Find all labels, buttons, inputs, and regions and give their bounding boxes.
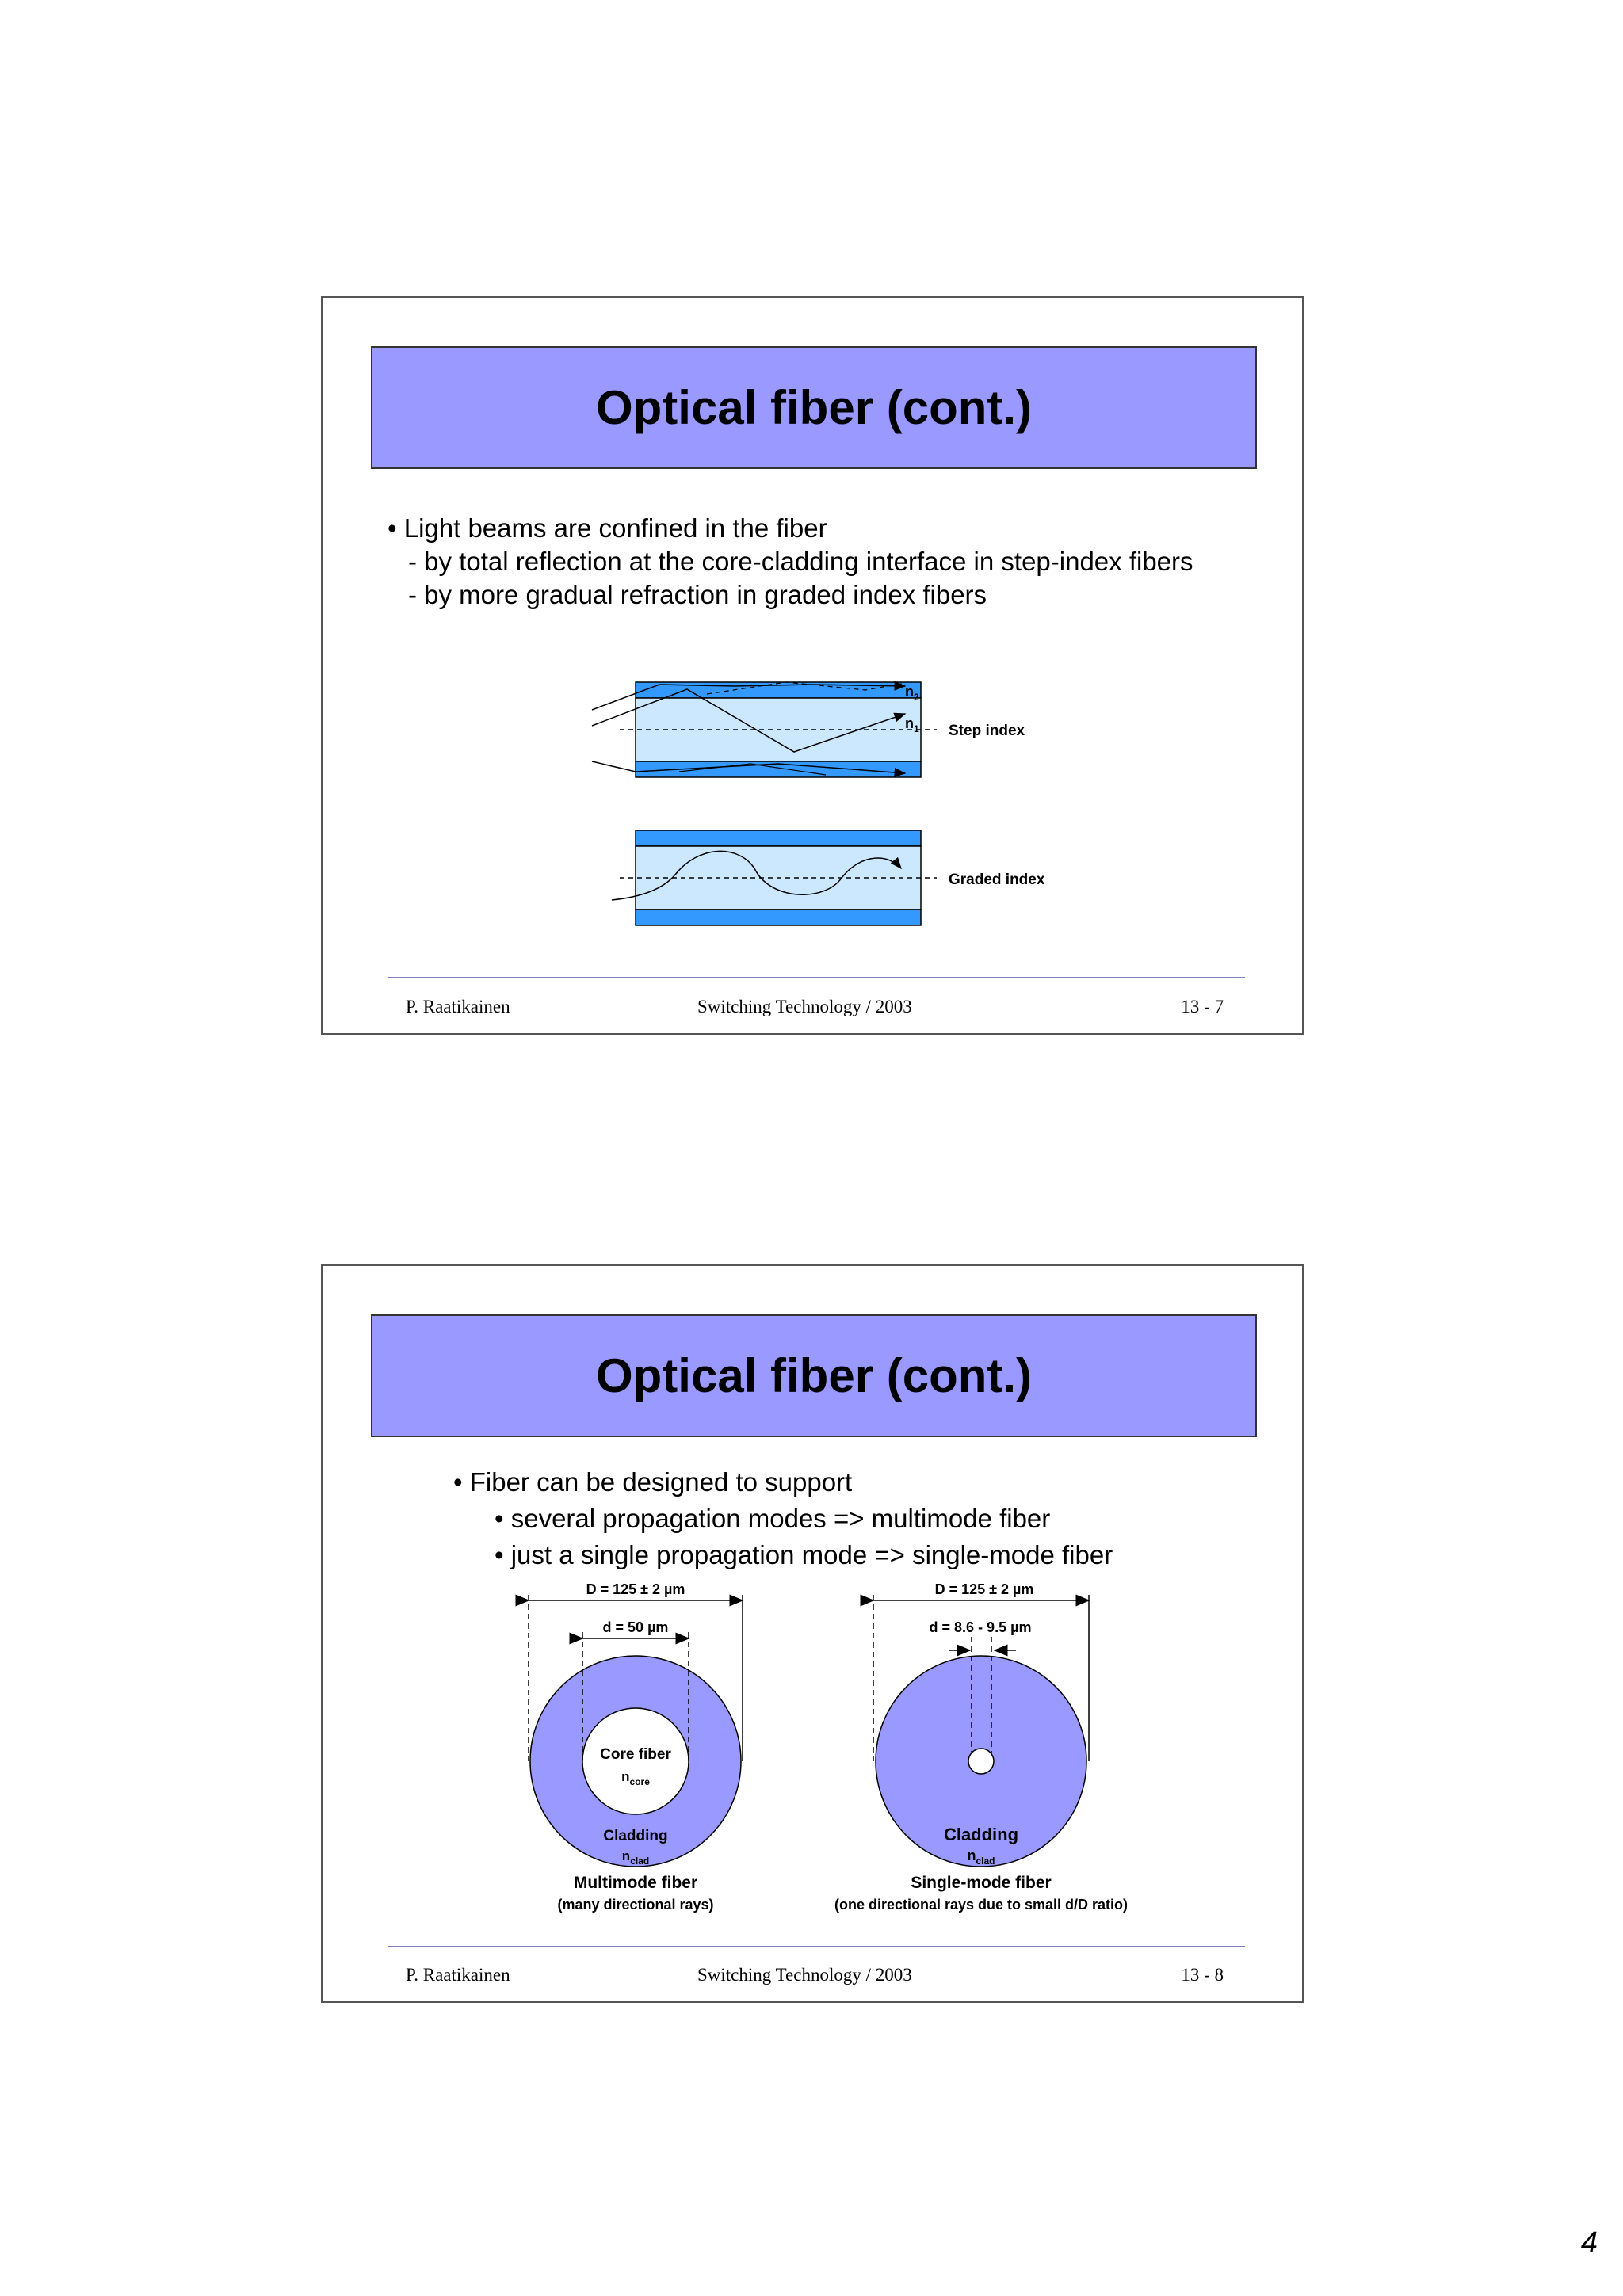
slide-13-8 xyxy=(321,1264,1304,2003)
footer-course: Switching Technology / 2003 xyxy=(697,997,912,1016)
core-index-label: $n_{core}$ xyxy=(621,1769,650,1787)
core-diameter-label: d = 50 µm xyxy=(602,1619,669,1635)
core-diameter-label: d = 8.6 - 9.5 µm xyxy=(929,1619,1032,1635)
page-number: 4 xyxy=(1580,2226,1598,2260)
singlemode-subcaption: (one directional rays due to small d/D ratio) xyxy=(834,1897,1128,1913)
fiber-index-diagram xyxy=(588,670,1064,955)
step-index-fiber xyxy=(592,682,1025,777)
bullet-list xyxy=(388,512,1193,612)
bullet-list xyxy=(453,1464,1113,1573)
footer-author: P. Raatikainen xyxy=(406,1965,510,1985)
slide-title: Optical fiber (cont.) xyxy=(595,1349,1033,1402)
bullet-item: • Fiber can be designed to support xyxy=(453,1467,853,1497)
footer-author: P. Raatikainen xyxy=(406,997,510,1016)
singlemode-caption: Single-mode fiber xyxy=(911,1874,1052,1892)
cladding-index-label: $n_{clad}$ xyxy=(621,1848,650,1867)
n1-label: $n_1$ xyxy=(905,715,919,734)
slide-13-7 xyxy=(321,296,1304,1035)
multimode-fiber-diagram xyxy=(529,1583,743,1913)
graded-index-label: Graded index xyxy=(949,871,1045,888)
cladding-label: Cladding xyxy=(603,1828,668,1844)
sub-bullet-item: • several propagation modes => multimode fiber xyxy=(495,1504,1051,1533)
bullet-item: • Light beams are confined in the fiber xyxy=(388,513,827,543)
multimode-caption: Multimode fiber xyxy=(573,1874,698,1892)
slide-title-box xyxy=(371,1314,1257,1437)
sub-bullet-item: • just a single propagation mode => single-mode fiber xyxy=(495,1540,1113,1569)
outer-diameter-label: D = 125 ± 2 µm xyxy=(586,1583,685,1597)
singlemode-fiber-diagram xyxy=(834,1583,1128,1913)
footer-divider xyxy=(388,1946,1245,1947)
fiber-mode-diagram xyxy=(505,1583,1139,1939)
sub-bullet-item: - by total reflection at the core-cladding interface in step-index fibers xyxy=(408,547,1193,576)
slide-title-box xyxy=(371,346,1257,469)
step-index-label: Step index xyxy=(949,723,1025,739)
core-fiber-label: Core fiber xyxy=(600,1746,671,1763)
footer-course: Switching Technology / 2003 xyxy=(697,1965,912,1985)
sub-bullet-item: - by more gradual refraction in graded index fibers xyxy=(408,580,987,609)
cladding-index-label: $n_{clad}$ xyxy=(967,1848,995,1867)
multimode-subcaption: (many directional rays) xyxy=(557,1897,714,1913)
graded-index-fiber xyxy=(612,830,1045,925)
footer-slide-number: 13 - 7 xyxy=(1181,997,1224,1016)
n2-label: $n_2$ xyxy=(905,684,919,703)
cladding-label: Cladding xyxy=(943,1825,1019,1844)
slide-title: Optical fiber (cont.) xyxy=(595,381,1033,434)
outer-diameter-label: D = 125 ± 2 µm xyxy=(934,1583,1034,1597)
footer-slide-number: 13 - 8 xyxy=(1181,1965,1224,1985)
footer-divider xyxy=(388,977,1245,978)
